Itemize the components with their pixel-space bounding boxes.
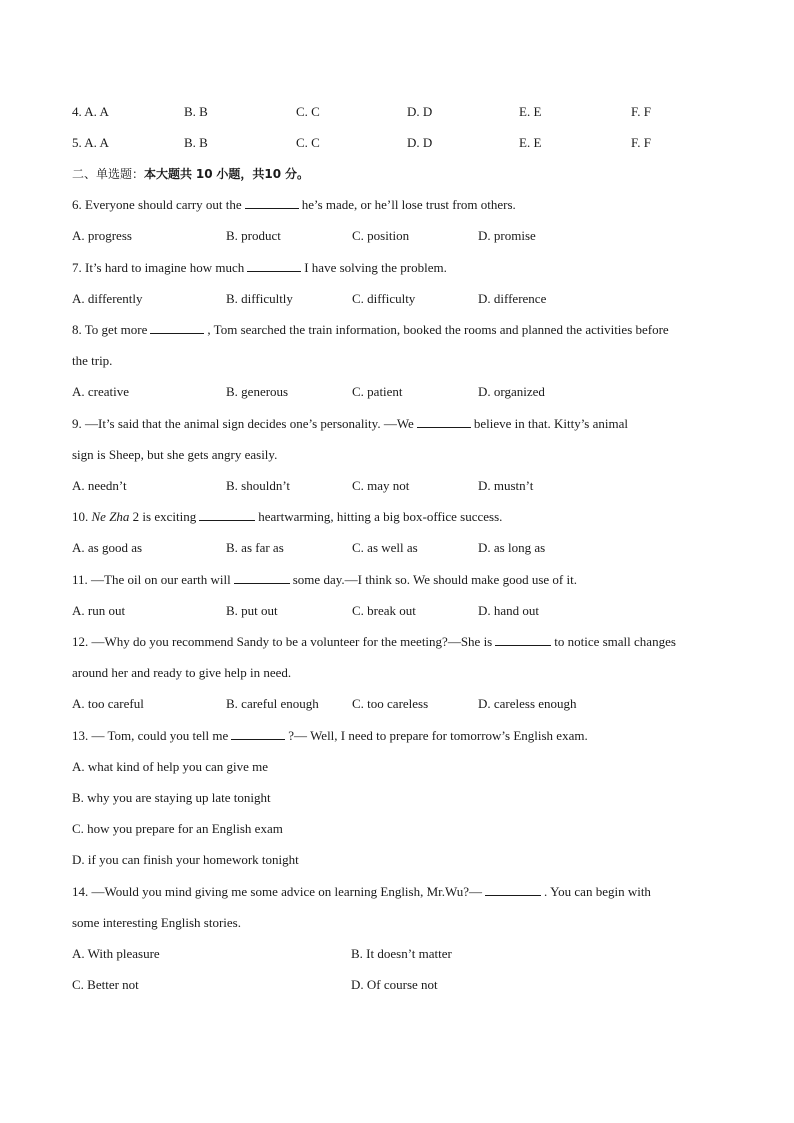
q4-option-b[interactable]: B. B bbox=[184, 104, 208, 119]
q9-stem: 9. —It’s said that the animal sign decides one’s personality. —We believe in that. Kitty’s animal bbox=[72, 416, 628, 431]
q7-option-b[interactable]: B. difficultly bbox=[226, 291, 293, 306]
q12-option-d[interactable]: D. careless enough bbox=[478, 696, 577, 711]
q5-option-a[interactable]: 5. A. A bbox=[72, 135, 109, 150]
q11-option-b[interactable]: B. put out bbox=[226, 603, 278, 618]
q7-option-a[interactable]: A. differently bbox=[72, 291, 143, 306]
section-heading: 二、单选题：本大题共 10 小题，共10 分。 bbox=[72, 167, 309, 181]
q10-film-title: Ne Zha bbox=[91, 509, 130, 524]
q12-option-c[interactable]: C. too careless bbox=[352, 696, 429, 711]
q14-stem: 14. —Would you mind giving me some advice on learning English, Mr.Wu?— . You can begin with bbox=[72, 884, 651, 899]
q13-option-a[interactable]: A. what kind of help you can give me bbox=[72, 759, 269, 774]
q7-blank bbox=[247, 258, 301, 272]
q10-option-b[interactable]: B. as far as bbox=[226, 540, 284, 555]
q13-option-c[interactable]: C. how you prepare for an English exam bbox=[72, 821, 283, 836]
q13-blank bbox=[231, 726, 285, 740]
q6-option-a[interactable]: A. progress bbox=[72, 228, 132, 243]
q10-stem: 10. Ne Zha 2 is exciting heartwarming, hitting a big box-office success. bbox=[72, 509, 503, 524]
q14-stem-continued: some interesting English stories. bbox=[72, 915, 241, 930]
q14-option-c[interactable]: C. Better not bbox=[72, 977, 139, 992]
q13-option-d[interactable]: D. if you can finish your homework tonight bbox=[72, 852, 299, 867]
q4-option-f[interactable]: F. F bbox=[631, 104, 651, 119]
q8-option-c[interactable]: C. patient bbox=[352, 384, 403, 399]
q12-stem: 12. —Why do you recommend Sandy to be a volunteer for the meeting?—She is to notice small changes bbox=[72, 634, 676, 649]
q14-option-a[interactable]: A. With pleasure bbox=[72, 946, 160, 961]
q6-option-d[interactable]: D. promise bbox=[478, 228, 536, 243]
q7-option-d[interactable]: D. difference bbox=[478, 291, 547, 306]
q13-option-b[interactable]: B. why you are staying up late tonight bbox=[72, 790, 271, 805]
q9-option-b[interactable]: B. shouldn’t bbox=[226, 478, 291, 493]
q14-blank bbox=[485, 882, 541, 896]
q4-option-d[interactable]: D. D bbox=[407, 104, 433, 119]
q5-option-e[interactable]: E. E bbox=[519, 135, 542, 150]
q8-option-b[interactable]: B. generous bbox=[226, 384, 289, 399]
q5-option-c[interactable]: C. C bbox=[296, 135, 320, 150]
q14-option-d[interactable]: D. Of course not bbox=[351, 977, 438, 992]
q4-option-e[interactable]: E. E bbox=[519, 104, 542, 119]
q9-stem-continued: sign is Sheep, but she gets angry easily. bbox=[72, 447, 278, 462]
q4-option-a[interactable]: 4. A. A bbox=[72, 104, 109, 119]
q6-option-b[interactable]: B. product bbox=[226, 228, 281, 243]
q11-stem: 11. —The oil on our earth will some day.—I think so. We should make good use of it. bbox=[72, 572, 577, 587]
q8-option-a[interactable]: A. creative bbox=[72, 384, 130, 399]
q10-blank bbox=[199, 507, 255, 521]
q13-stem: 13. — Tom, could you tell me ?— Well, I need to prepare for tomorrow’s English exam. bbox=[72, 728, 588, 743]
q8-blank bbox=[150, 320, 204, 334]
q6-option-c[interactable]: C. position bbox=[352, 228, 410, 243]
q9-option-d[interactable]: D. mustn’t bbox=[478, 478, 534, 493]
q11-option-d[interactable]: D. hand out bbox=[478, 603, 540, 618]
q9-option-c[interactable]: C. may not bbox=[352, 478, 410, 493]
q12-blank bbox=[495, 632, 551, 646]
q11-option-c[interactable]: C. break out bbox=[352, 603, 416, 618]
q8-option-d[interactable]: D. organized bbox=[478, 384, 545, 399]
q14-option-b[interactable]: B. It doesn’t matter bbox=[351, 946, 452, 961]
q6-blank bbox=[245, 195, 299, 209]
q11-option-a[interactable]: A. run out bbox=[72, 603, 126, 618]
q8-stem: 8. To get more , Tom searched the train information, booked the rooms and planned the activities before bbox=[72, 322, 669, 337]
q5-option-f[interactable]: F. F bbox=[631, 135, 651, 150]
q12-option-b[interactable]: B. careful enough bbox=[226, 696, 319, 711]
q12-stem-continued: around her and ready to give help in need. bbox=[72, 665, 292, 680]
q5-option-b[interactable]: B. B bbox=[184, 135, 208, 150]
q10-option-a[interactable]: A. as good as bbox=[72, 540, 143, 555]
q6-stem: 6. Everyone should carry out the he’s made, or he’ll lose trust from others. bbox=[72, 197, 516, 212]
q7-option-c[interactable]: C. difficulty bbox=[352, 291, 416, 306]
q10-option-c[interactable]: C. as well as bbox=[352, 540, 418, 555]
q4-option-c[interactable]: C. C bbox=[296, 104, 320, 119]
q9-option-a[interactable]: A. needn’t bbox=[72, 478, 127, 493]
q12-option-a[interactable]: A. too careful bbox=[72, 696, 144, 711]
q9-blank bbox=[417, 414, 471, 428]
q7-stem: 7. It’s hard to imagine how much I have solving the problem. bbox=[72, 260, 447, 275]
q10-option-d[interactable]: D. as long as bbox=[478, 540, 546, 555]
q5-option-d[interactable]: D. D bbox=[407, 135, 433, 150]
q11-blank bbox=[234, 570, 290, 584]
q8-stem-continued: the trip. bbox=[72, 353, 113, 368]
